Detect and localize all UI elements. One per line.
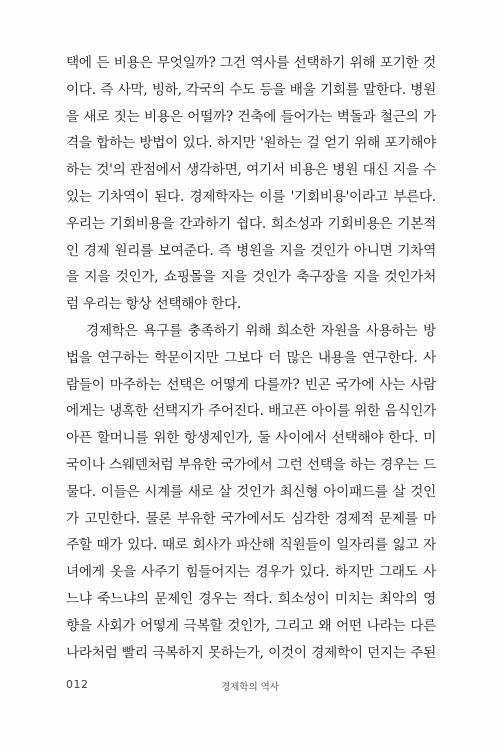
text-line: 을 지을 것인가, 쇼핑몰을 지을 것인가 축구장을 지을 것인가처	[66, 269, 436, 286]
paragraph-1	[66, 50, 436, 318]
text-line: 물다. 이들은 시계를 새로 살 것인가 최신형 아이패드를 살 것인	[66, 483, 436, 500]
text-line: 주할 때가 있다. 때로 회사가 파산해 직원들이 일자리를 잃고 자	[66, 537, 436, 554]
running-title: 경제학의 역사	[220, 682, 280, 693]
text-line: 격을 합하는 방법이 있다. 하지만 '원하는 걸 얻기 위해 포기해야	[66, 135, 436, 152]
text-line: 람들이 마주하는 선택은 어떻게 다를까? 빈곤 국가에 사는 사람	[66, 376, 436, 393]
text-line: 경제학은 욕구를 충족하기 위해 희소한 자원을 사용하는 방	[86, 323, 436, 339]
text-line: 법을 연구하는 학문이지만 그보다 더 많은 내용을 연구한다. 사	[66, 349, 436, 366]
text-line: 나라처럼 빨리 극복하지 못하는가, 이것이 경제학이 던지는 주된	[66, 644, 436, 661]
text-line: 하는 것'의 관점에서 생각하면, 여기서 비용은 병원 대신 지을 수	[66, 162, 436, 179]
text-line: 이다. 즉 사막, 빙하, 각국의 수도 등을 배울 기회를 말한다. 병원	[66, 81, 436, 98]
text-line: 있는 기차역이 된다. 경제학자는 이를 '기회비용'이라고 부른다.	[66, 188, 436, 205]
page-number: 012	[66, 678, 89, 691]
paragraph-2	[66, 318, 436, 666]
text-line: 인 경제 원리를 보여준다. 즉 병원을 지을 것인가 아니면 기차역	[66, 242, 436, 259]
text-line: 택에 든 비용은 무엇일까? 그건 역사를 선택하기 위해 포기한 것	[66, 55, 436, 71]
text-line: 향을 사회가 어떻게 극복할 것인가, 그리고 왜 어떤 나라는 다른	[66, 617, 436, 634]
text-line: 럼 우리는 항상 선택해야 한다.	[66, 296, 241, 313]
text-line: 느냐 죽느냐의 문제인 경우는 적다. 희소성이 미치는 최악의 영	[66, 590, 436, 607]
text-line: 을 새로 짓는 비용은 어떨까? 건축에 들어가는 벽돌과 철근의 가	[66, 108, 436, 125]
page-footer	[0, 678, 500, 698]
text-line: 국이나 스웨덴처럼 부유한 국가에서 그런 선택을 하는 경우는 드	[66, 456, 436, 473]
text-line: 녀에게 옷을 사주기 힘들어지는 경우가 있다. 하지만 그래도 사	[66, 564, 436, 581]
text-line: 가 고민한다. 물론 부유한 국가에서도 심각한 경제적 문제를 마	[66, 510, 436, 527]
text-line: 에게는 냉혹한 선택지가 주어진다. 배고픈 아이를 위한 음식인가	[66, 403, 436, 420]
text-line: 아픈 할머니를 위한 항생제인가, 둘 사이에서 선택해야 한다. 미	[66, 430, 436, 447]
text-line: 우리는 기회비용을 간과하기 쉽다. 희소성과 기회비용은 기본적	[66, 215, 436, 232]
